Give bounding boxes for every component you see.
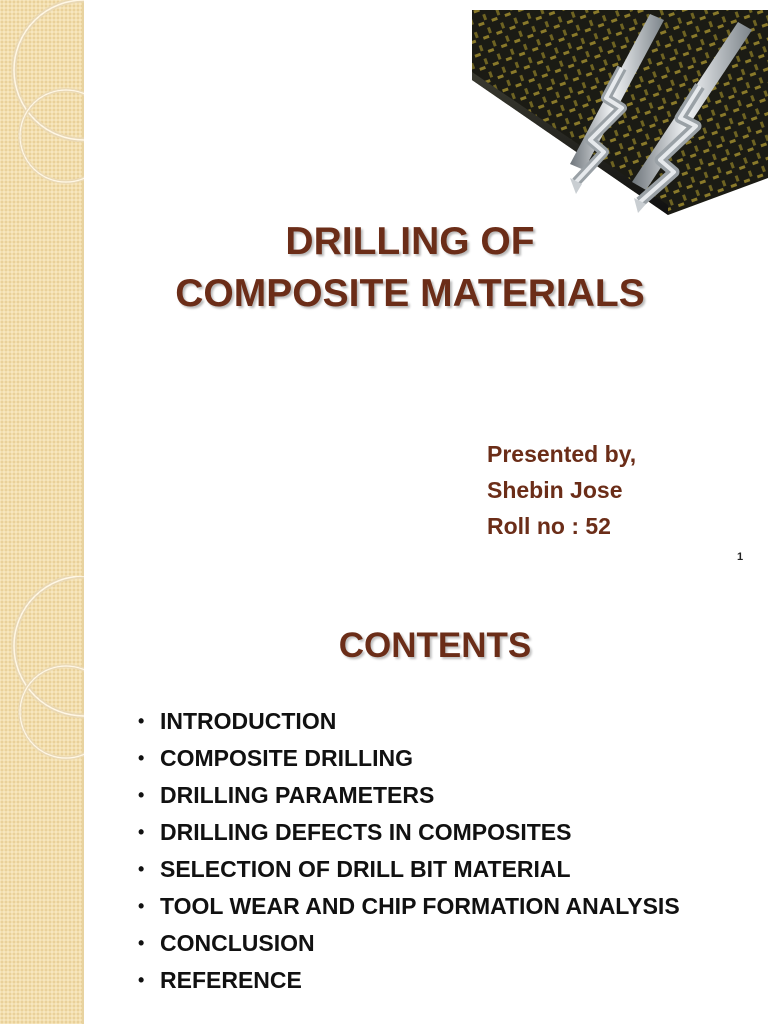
drill-bits-image [472, 10, 768, 215]
list-item [134, 965, 744, 996]
bullet-icon: • [138, 859, 145, 879]
presentation-title [100, 216, 720, 320]
decorative-side-strip [0, 0, 84, 576]
slide-number: 1 [737, 551, 744, 563]
list-item-text: DRILLING DEFECTS IN COMPOSITES [160, 819, 572, 845]
bullet-icon: • [138, 785, 145, 805]
list-item-text: REFERENCE [160, 967, 302, 993]
decorative-rings [0, 576, 84, 1024]
decorative-side-strip [0, 576, 84, 1024]
list-item-text: CONCLUSION [160, 930, 315, 956]
list-item-text: SELECTION OF DRILL BIT MATERIAL [160, 856, 571, 882]
contents-title: CONTENTS [338, 626, 532, 665]
bullet-icon: • [138, 970, 145, 990]
bullet-icon: • [138, 933, 145, 953]
presenter-roll: Roll no : 52 [487, 513, 611, 539]
title-line-2: COMPOSITE MATERIALS [175, 272, 645, 315]
list-item [134, 706, 744, 737]
list-item-text: INTRODUCTION [160, 708, 337, 734]
title-line-1: DRILLING OF [285, 220, 535, 263]
list-item [134, 780, 744, 811]
bullet-icon: • [138, 748, 145, 768]
presenter-info [487, 436, 636, 544]
list-item [134, 743, 744, 774]
list-item-text: TOOL WEAR AND CHIP FORMATION ANALYSIS [160, 893, 680, 919]
list-item [134, 854, 744, 885]
bullet-icon: • [138, 896, 145, 916]
list-item [134, 891, 744, 922]
list-item-text: DRILLING PARAMETERS [160, 782, 435, 808]
presenter-label: Presented by, [487, 441, 637, 467]
list-item [134, 928, 744, 959]
list-item-text: COMPOSITE DRILLING [160, 745, 413, 771]
presenter-name: Shebin Jose [487, 477, 623, 503]
bullet-icon: • [138, 711, 145, 731]
bullet-icon: • [138, 822, 145, 842]
decorative-rings [0, 0, 84, 576]
contents-list [134, 706, 744, 1002]
contents-slide [0, 576, 768, 1024]
list-item [134, 817, 744, 848]
